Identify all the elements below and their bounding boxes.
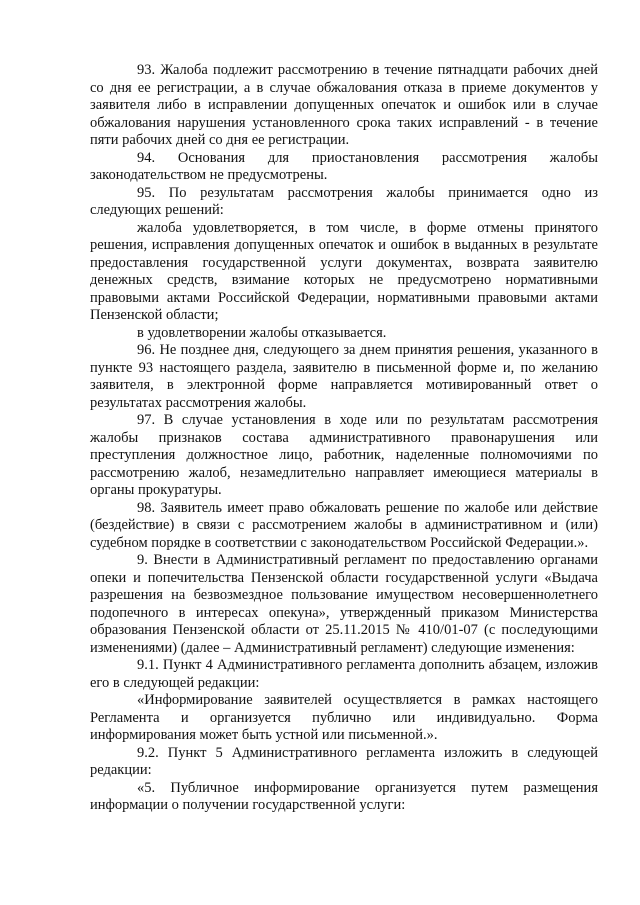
paragraph-96: 96. Не позднее дня, следующего за днем принятия решения, указанного в пункте 93 настоящего раздела, заявителю в письменной форме и, по желанию заявителя, в электронной форме направляется мотивированный ответ о результатах рассмотрения жалобы.	[90, 342, 598, 411]
paragraph-9-1-quote: «Информирование заявителей осуществляется в рамках настоящего Регламента и организуется публично или индивидуально. Форма информирования может быть устной или письменной.».	[90, 692, 598, 743]
document-body	[90, 62, 598, 815]
paragraph-9: 9. Внести в Административный регламент по предоставлению органами опеки и попечительства Пензенской области государственной услуги «Выдача разрешения на безвозмездное пользование имуществом несовершеннолетнего подопечного в интересах опекуна», утвержденный приказом Министерства образования Пензенской области от 25.11.2015 № 410/01-07 (с последующими изменениями) (далее – Административный регламент) следующие изменения:	[90, 552, 598, 656]
paragraph-95-option-satisfy: жалоба удовлетворяется, в том числе, в форме отмены принятого решения, исправления допущенных опечаток и ошибок в выданных в результате предоставления государственной услуги документах, возврата заявителю денежных средств, взимание которых не предусмотрено нормативными правовыми актами Российской Федерации, нормативными правовыми актами Пензенской области;	[90, 219, 598, 323]
paragraph-93: 93. Жалоба подлежит рассмотрению в течение пятнадцати рабочих дней со дня ее регистрации, а в случае обжалования отказа в приеме документов у заявителя либо в исправлении допущенных опечаток и ошибок или в случае обжалования нарушения установленного срока таких исправлений - в течение пяти рабочих дней со дня ее регистрации.	[90, 62, 598, 148]
paragraph-98: 98. Заявитель имеет право обжаловать решение по жалобе или действие (бездействие) в связи с рассмотрением жалобы в административном и (или) судебном порядке в соответствии с законодательством Российской Федерации.».	[90, 499, 598, 551]
paragraph-95-option-refuse: в удовлетворении жалобы отказывается.	[137, 324, 387, 341]
paragraph-9-1: 9.1. Пункт 4 Административного регламента дополнить абзацем, изложив его в следующей редакции:	[90, 657, 598, 691]
paragraph-9-2: 9.2. Пункт 5 Административного регламента изложить в следующей редакции:	[90, 744, 598, 778]
paragraph-95: 95. По результатам рассмотрения жалобы принимается одно из следующих решений:	[90, 184, 598, 218]
paragraph-94: 94. Основания для приостановления рассмотрения жалобы законодательством не предусмотрены.	[90, 149, 598, 183]
paragraph-9-2-quote: «5. Публичное информирование организуется путем размещения информации о получении государственной услуги:	[90, 779, 598, 813]
paragraph-97: 97. В случае установления в ходе или по результатам рассмотрения жалобы признаков состава административного правонарушения или преступления должностное лицо, работник, наделенные полномочиями по рассмотрению жалоб, незамедлительно направляет имеющиеся материалы в органы прокуратуры.	[90, 412, 598, 498]
